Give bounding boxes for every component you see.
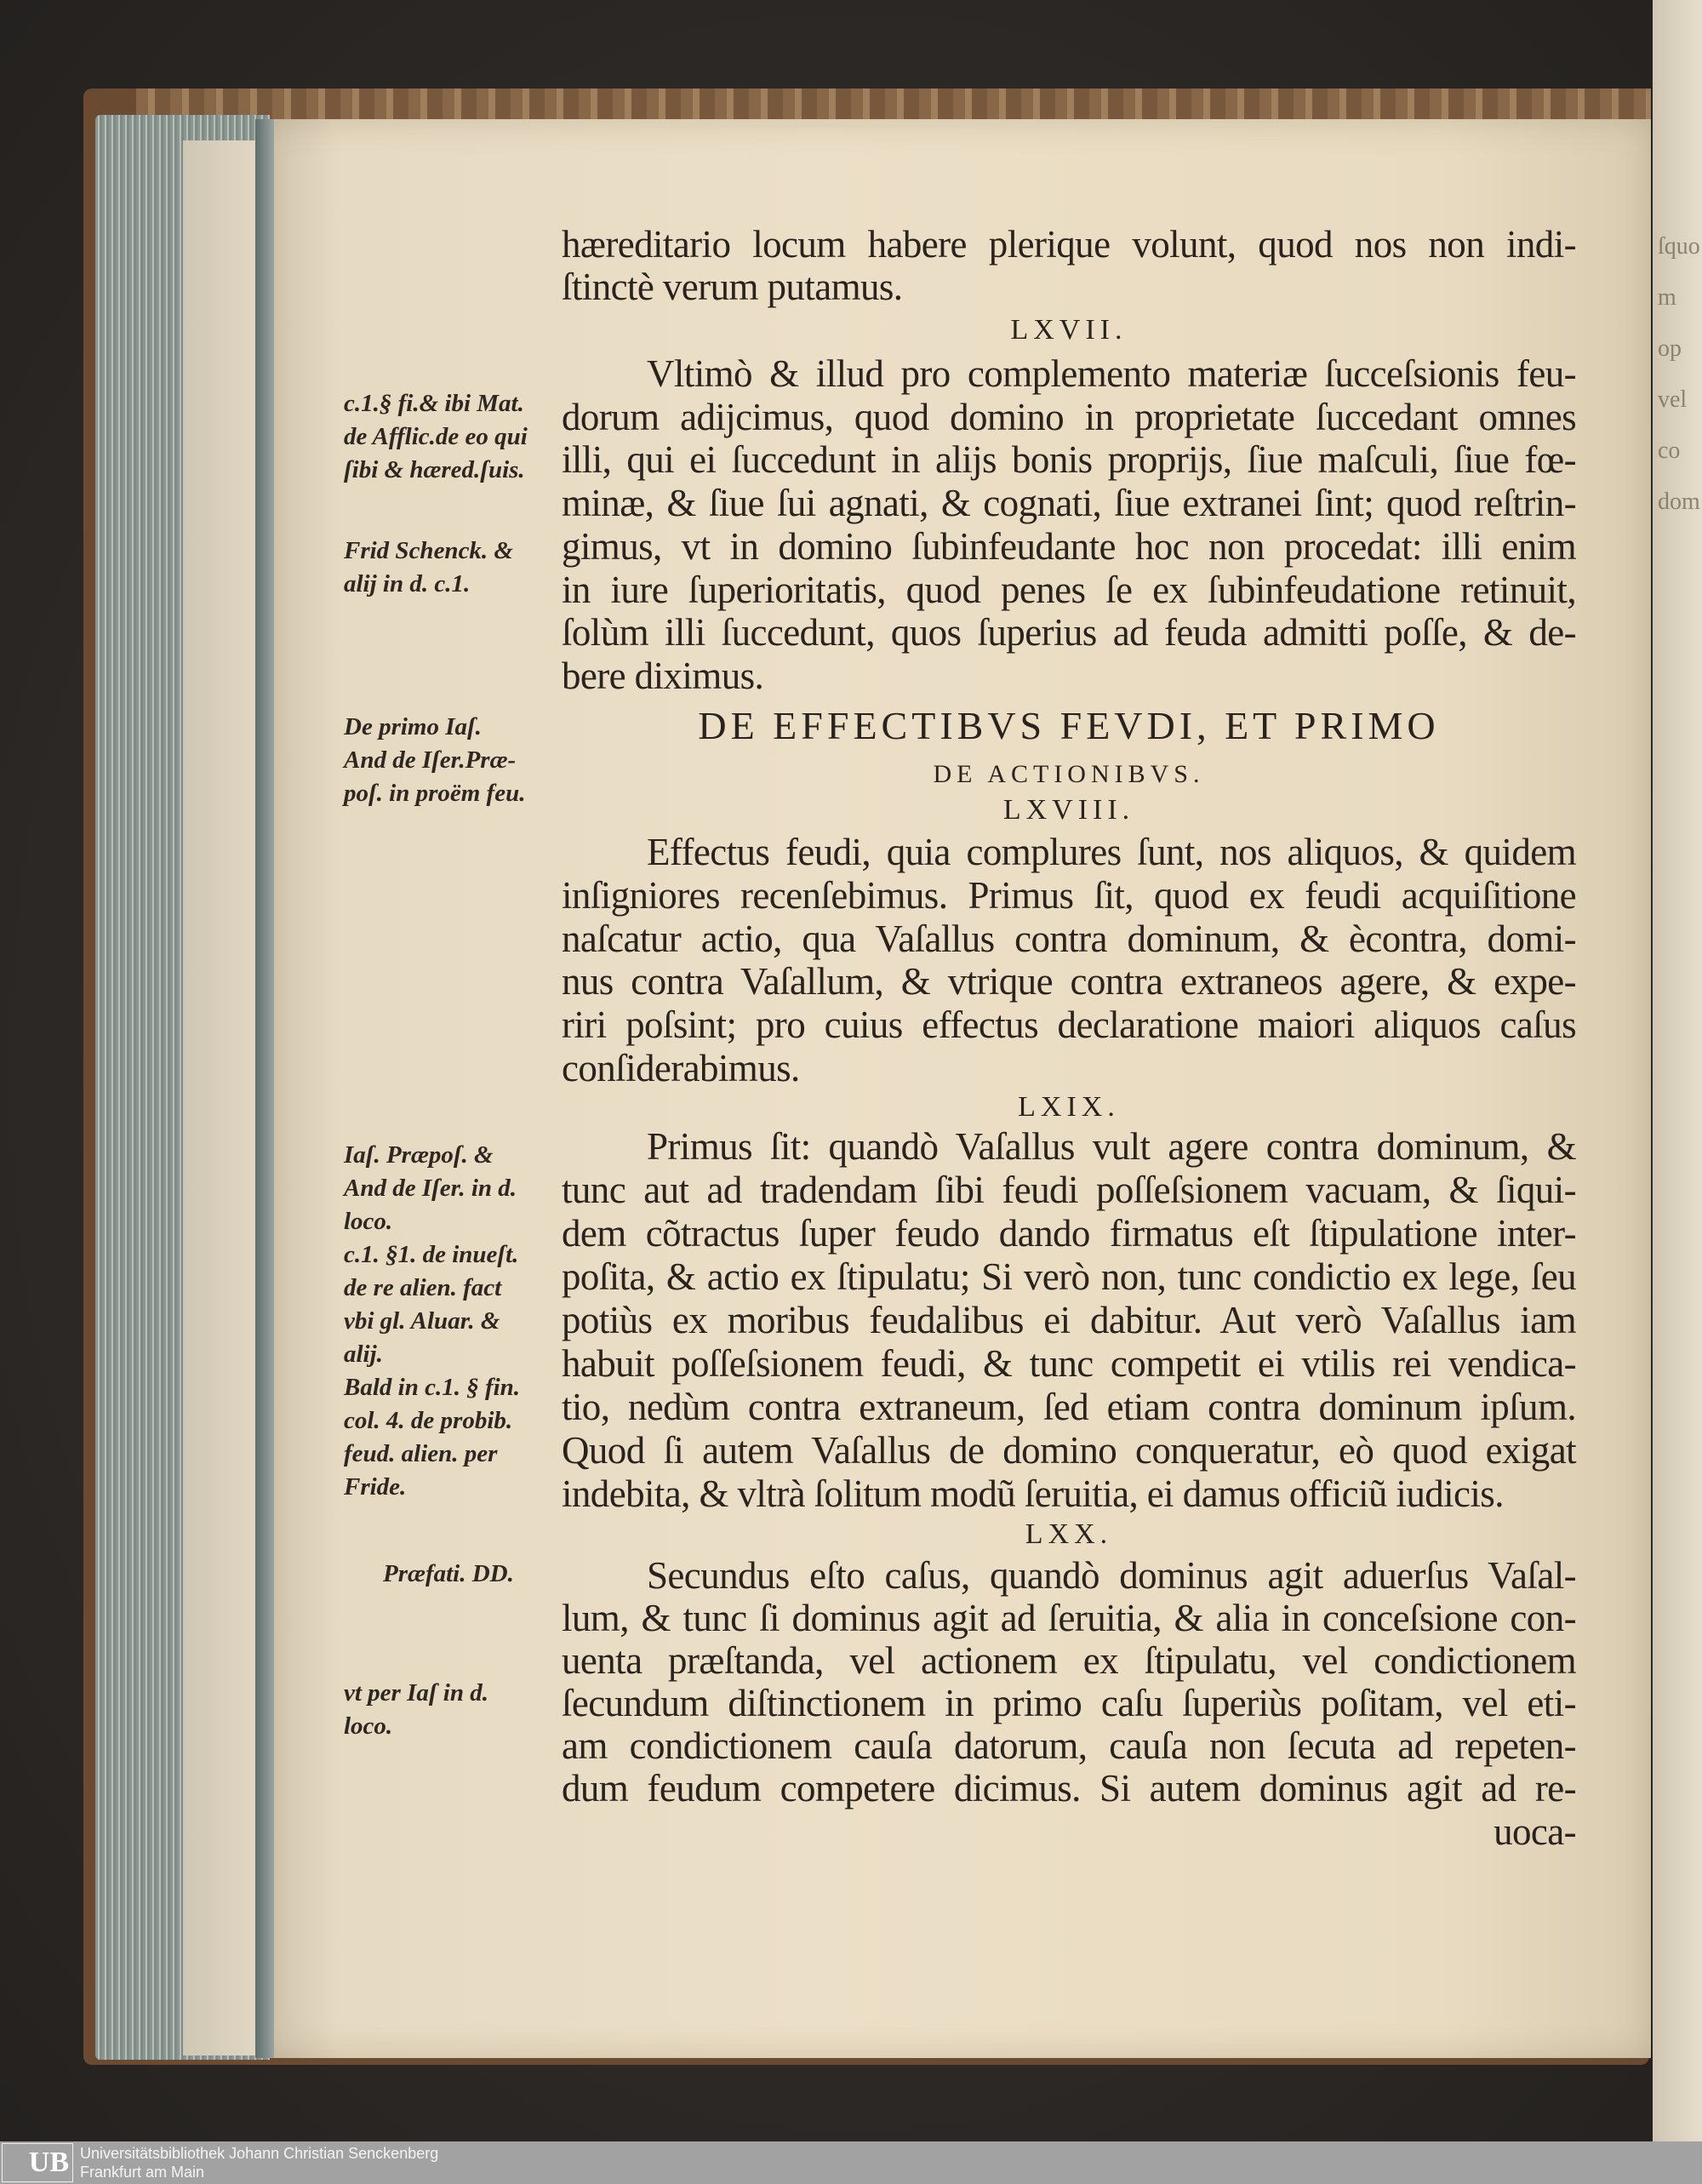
text-line: am condictionem cauſa datorum, cauſa non ſecuta ad repeten- [562,1724,1576,1767]
margin-note: alij in d. c.1. [344,570,471,597]
text-line: minæ, & ſiue ſui agnati, & cognati, ſiue extranei ſint; quod reſtrin- [562,482,1576,525]
margin-note: Iaſ. Præpoſ. & [344,1141,494,1169]
section-number: LXVII. [1010,314,1128,346]
margin-note: ſibi & hæred.ſuis. [344,456,525,483]
text-line: indebita, & vltrà ſolitum modũ ſeruitia, ei damus officiũ iudicis. [562,1472,1504,1515]
margin-note: alij. [344,1341,383,1368]
page-gutter [255,119,274,2058]
facing-fragment: m op [1658,284,1682,362]
text-line: ſolùm illi ſuccedunt, quos ſuperius ad feuda admitti poſſe, & de- [562,611,1576,655]
margin-note: Bald in c.1. § fin. [344,1374,521,1401]
library-name: Universitätsbibliothek Johann Christian Senckenberg [80,2145,439,2162]
section-number: LXX. [1025,1518,1113,1550]
margin-note: loco. [344,1208,393,1235]
text-line: dem cõtractus ſuper feudo dando firmatus eſt ſtipulatione inter- [562,1212,1576,1255]
logo-text: UB [28,2147,69,2178]
margin-note: loco. [344,1712,393,1740]
margin-note: And de Iſer. in d. [344,1175,517,1202]
margin-note: Præfati. DD. [383,1560,514,1587]
text-line: lum, & tunc ſi dominus agit ad ſeruitia, & alia in conceſsione con- [562,1597,1576,1639]
text-line: ſecundum diſtinctionem in primo caſu ſuperiùs poſitam, vel eti- [562,1682,1576,1724]
text-line: dorum adijcimus, quod domino in proprietate ſuccedant omnes [562,395,1576,438]
facing-fragment: dom [1658,489,1700,515]
footer-bar [0,2141,1702,2184]
margin-note: vt per Iaſ in d. [344,1679,488,1707]
text-line: bere diximus. [562,654,764,697]
text-line: hæreditario locum habere plerique volunt, quod nos non indi- [562,223,1576,266]
catchword: uoca- [1494,1810,1576,1853]
text-line: habuit poſſeſsionem feudi, & tunc competit ei vtilis rei vendica- [562,1342,1576,1385]
book-headband [136,89,1651,119]
margin-note: c.1. §1. de inueſt. [344,1241,519,1268]
text-line: conſiderabimus. [562,1047,800,1089]
text-line: Secundus eſto caſus, quandò dominus agit aduerſus Vaſal- [647,1554,1576,1597]
section-number: LXVIII. [1002,794,1135,826]
library-logo[interactable] [2,2143,73,2182]
text-line: tunc aut ad tradendam ſibi feudi poſſeſsionem vacuam, & ſiqui- [562,1169,1576,1211]
text-line: illi, qui ei ſuccedunt in alijs bonis proprijs, ſiue maſculi, ſiue fœ- [562,438,1576,482]
margin-note: de Afflic.de eo qui [344,423,528,450]
text-line: nus contra Vaſallum, & vtrique contra extraneos agere, & expe- [562,960,1576,1003]
section-subheading: DE ACTIONIBVS. [933,760,1205,788]
page-edges-inner [183,140,264,2055]
margin-note: Fride. [344,1473,407,1501]
margin-note: feud. alien. per [344,1440,498,1467]
library-city: Frankfurt am Main [80,2164,205,2181]
text-line: potiùs ex moribus feudalibus ei dabitur. Aut verò Vaſallus iam [562,1299,1576,1341]
text-line: poſita, & actio ex ſtipulatu; Si verò non, tunc condictio ex lege, ſeu [562,1255,1576,1298]
text-line: tio, nedùm contra extraneum, ſed etiam contra dominum ipſum. [562,1386,1576,1428]
facing-fragment: vel co [1658,386,1688,464]
margin-note: Frid Schenck. & [344,537,513,564]
margin-note: col. 4. de probib. [344,1407,513,1434]
margin-note: de re alien. fact [344,1274,502,1301]
text-line: riri poſsint; pro cuius effectus declaratione maiori aliquos caſus [562,1003,1576,1047]
text-line: uenta præſtanda, vel actionem ex ſtipulatu, vel condictionem [562,1639,1576,1682]
margin-note: poſ. in proëm feu. [344,780,526,807]
margin-note: vbi gl. Aluar. & [344,1307,500,1335]
text-line: in iure ſuperioritatis, quod penes ſe ex ſubinfeudatione retinuit, [562,568,1576,611]
text-line: naſcatur actio, qua Vaſallus contra dominum, & ècontra, domi- [562,917,1576,960]
text-line: Quod ſi autem Vaſallus de domino conqueratur, eò quod exigat [562,1429,1576,1472]
facing-page-text [1658,221,1702,528]
text-line: Effectus feudi, quia complures ſunt, nos aliquos, & quidem [647,831,1576,873]
text-line: Primus ſit: quandò Vaſallus vult agere contra dominum, & [647,1125,1576,1168]
margin-note: c.1.§ fi.& ibi Mat. [344,390,524,417]
facing-fragment: ſquo [1658,233,1700,260]
text-line: inſigniores recenſebimus. Primus ſit, quod ex feudi acquiſitione [562,873,1576,917]
text-line: dum feudum competere dicimus. Si autem dominus agit ad re- [562,1767,1576,1810]
section-heading: DE EFFECTIBVS FEVDI, ET PRIMO [698,704,1440,747]
margin-note: De primo Iaſ. [344,713,482,740]
margin-note: And de Iſer.Præ- [344,746,517,774]
text-line: ſtinctè verum putamus. [562,266,903,308]
section-number: LXIX. [1018,1091,1120,1123]
text-line: Vltimò & illud pro complemento materiæ ſucceſsionis feu- [647,352,1576,395]
text-line: gimus, vt in domino ſubinfeudante hoc non procedat: illi enim [562,524,1576,568]
